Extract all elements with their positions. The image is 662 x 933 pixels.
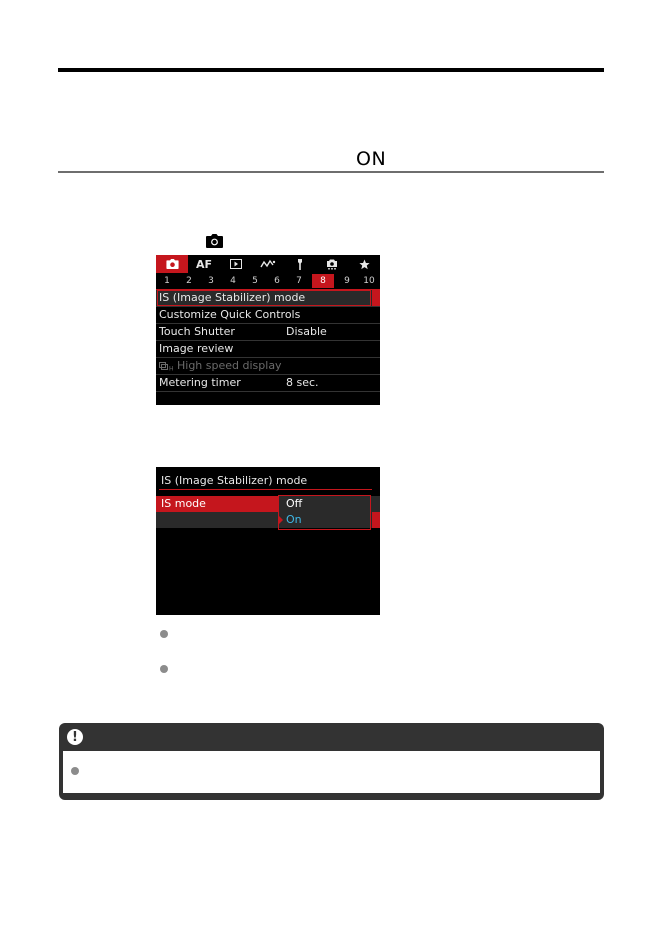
caution-icon: !	[67, 729, 83, 745]
menu-item-label: Image review	[159, 342, 234, 355]
menu-item-label: IS (Image Stabilizer) mode	[159, 291, 306, 304]
top-rule	[58, 68, 604, 72]
menu-item-is-mode[interactable]	[156, 290, 380, 307]
bullet-icon	[71, 767, 79, 775]
tab-playback[interactable]	[220, 255, 252, 273]
tab-af[interactable]	[188, 255, 220, 273]
tab-af-label: AF	[195, 257, 213, 271]
section-rule	[58, 171, 604, 173]
menu-item-label: Customize Quick Controls	[159, 308, 301, 321]
tab-wireless[interactable]	[252, 255, 284, 273]
menu-item-touch-shutter[interactable]	[156, 324, 380, 341]
custom-function-icon	[326, 259, 338, 270]
bullet-icon	[160, 630, 168, 638]
svg-text:H: H	[169, 365, 174, 371]
camera-icon	[166, 259, 179, 269]
continuous-shooting-icon	[159, 362, 176, 371]
menu-item-image-review[interactable]	[156, 341, 380, 358]
wireless-icon	[260, 259, 276, 269]
tab-shooting[interactable]	[156, 255, 188, 273]
page-number[interactable]: 4	[230, 276, 236, 286]
camera-icon	[206, 234, 223, 248]
menu-item-high-speed-display	[156, 358, 380, 375]
tab-custom-functions[interactable]	[316, 255, 348, 273]
menu-item-label-wrap	[159, 358, 282, 374]
page-number[interactable]: 5	[252, 276, 258, 286]
page-number[interactable]: 9	[344, 276, 350, 286]
menu-item-label: High speed display	[177, 359, 282, 372]
star-icon	[359, 259, 370, 270]
wrench-icon	[295, 259, 305, 270]
scroll-indicator	[372, 290, 380, 306]
caution-box	[59, 723, 604, 800]
page-number[interactable]: 10	[363, 276, 375, 286]
scroll-indicator	[372, 512, 380, 528]
menu-list	[156, 290, 380, 392]
selection-arrow-icon	[279, 516, 283, 524]
option-on[interactable]: On	[286, 513, 302, 526]
menu-item-label: Metering timer	[159, 376, 241, 389]
on-label: ON	[356, 148, 387, 170]
menu-tabs	[156, 255, 380, 273]
playback-icon	[230, 259, 242, 269]
option-off[interactable]: Off	[286, 497, 303, 510]
page-number[interactable]: 7	[296, 276, 302, 286]
page-number[interactable]: 6	[274, 276, 280, 286]
bullet-icon	[160, 665, 168, 673]
is-mode-label[interactable]: IS mode	[161, 497, 206, 510]
caution-content	[63, 751, 600, 793]
screen-title: IS (Image Stabilizer) mode	[161, 474, 308, 487]
page-number-active[interactable]: 8	[312, 274, 334, 288]
menu-item-customize-quick-controls[interactable]	[156, 307, 380, 324]
title-underline	[159, 489, 372, 490]
page-number[interactable]: 2	[186, 276, 192, 286]
menu-item-metering-timer[interactable]	[156, 375, 380, 392]
is-mode-screen	[156, 467, 380, 615]
page-number[interactable]: 3	[208, 276, 214, 286]
camera-menu-screen	[156, 255, 380, 405]
page-number[interactable]: 1	[164, 276, 170, 286]
menu-page-numbers	[156, 273, 380, 289]
tab-my-menu[interactable]	[348, 255, 380, 273]
menu-item-value: 8 sec.	[286, 376, 319, 389]
menu-item-label: Touch Shutter	[159, 325, 235, 338]
menu-item-value: Disable	[286, 325, 327, 338]
tab-setup[interactable]	[284, 255, 316, 273]
